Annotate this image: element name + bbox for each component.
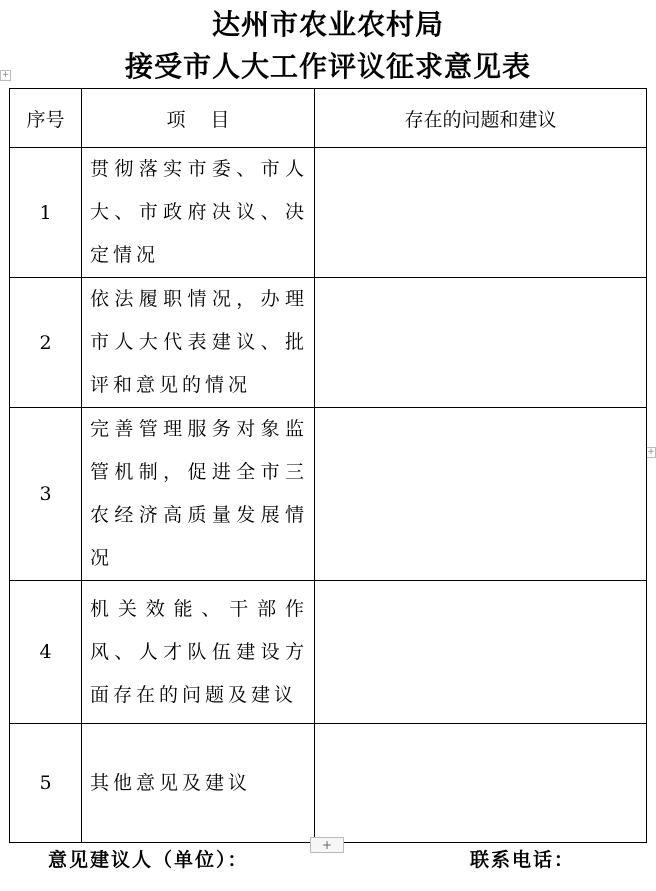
table-row: [10, 581, 647, 724]
row-item: 贯彻落实市委、市人大、市政府决议、决定情况: [82, 148, 315, 278]
table-header-row: [10, 89, 647, 148]
header-item: 项 目: [82, 89, 315, 148]
row-number: 2: [10, 278, 82, 408]
table-row: [10, 278, 647, 408]
add-column-handle-icon[interactable]: +: [647, 447, 655, 457]
row-suggestion-cell[interactable]: [315, 148, 647, 278]
row-number: 3: [10, 408, 82, 581]
opinion-table: [9, 88, 647, 843]
row-item: 完善管理服务对象监管机制，促进全市三农经济高质量发展情况: [82, 408, 315, 581]
row-number: 4: [10, 581, 82, 724]
row-item: 机关效能、干部作风、人才队伍建设方面存在的问题及建议: [82, 581, 315, 724]
table-row: [10, 148, 647, 278]
row-item: 依法履职情况，办理市人大代表建议、批评和意见的情况: [82, 278, 315, 408]
table-row: [10, 408, 647, 581]
row-suggestion-cell[interactable]: [315, 581, 647, 724]
table-move-handle-icon[interactable]: +: [1, 70, 10, 80]
row-suggestion-cell[interactable]: [315, 724, 647, 843]
row-suggestion-cell[interactable]: [315, 408, 647, 581]
row-suggestion-cell[interactable]: [315, 278, 647, 408]
row-number: 1: [10, 148, 82, 278]
header-serial-number: 序号: [10, 89, 82, 148]
add-row-button[interactable]: +: [310, 837, 344, 853]
proposer-label: 意见建议人（单位）：: [48, 849, 249, 871]
table-row: [10, 724, 647, 843]
document-title-line2: 接受市人大工作评议征求意见表: [124, 50, 531, 83]
phone-label: 联系电话：: [470, 849, 576, 871]
header-issues-suggestions: 存在的问题和建议: [315, 89, 647, 148]
row-number: 5: [10, 724, 82, 843]
document-title-line1: 达州市农业农村局: [211, 8, 444, 41]
row-item: 其他意见及建议: [82, 724, 315, 843]
